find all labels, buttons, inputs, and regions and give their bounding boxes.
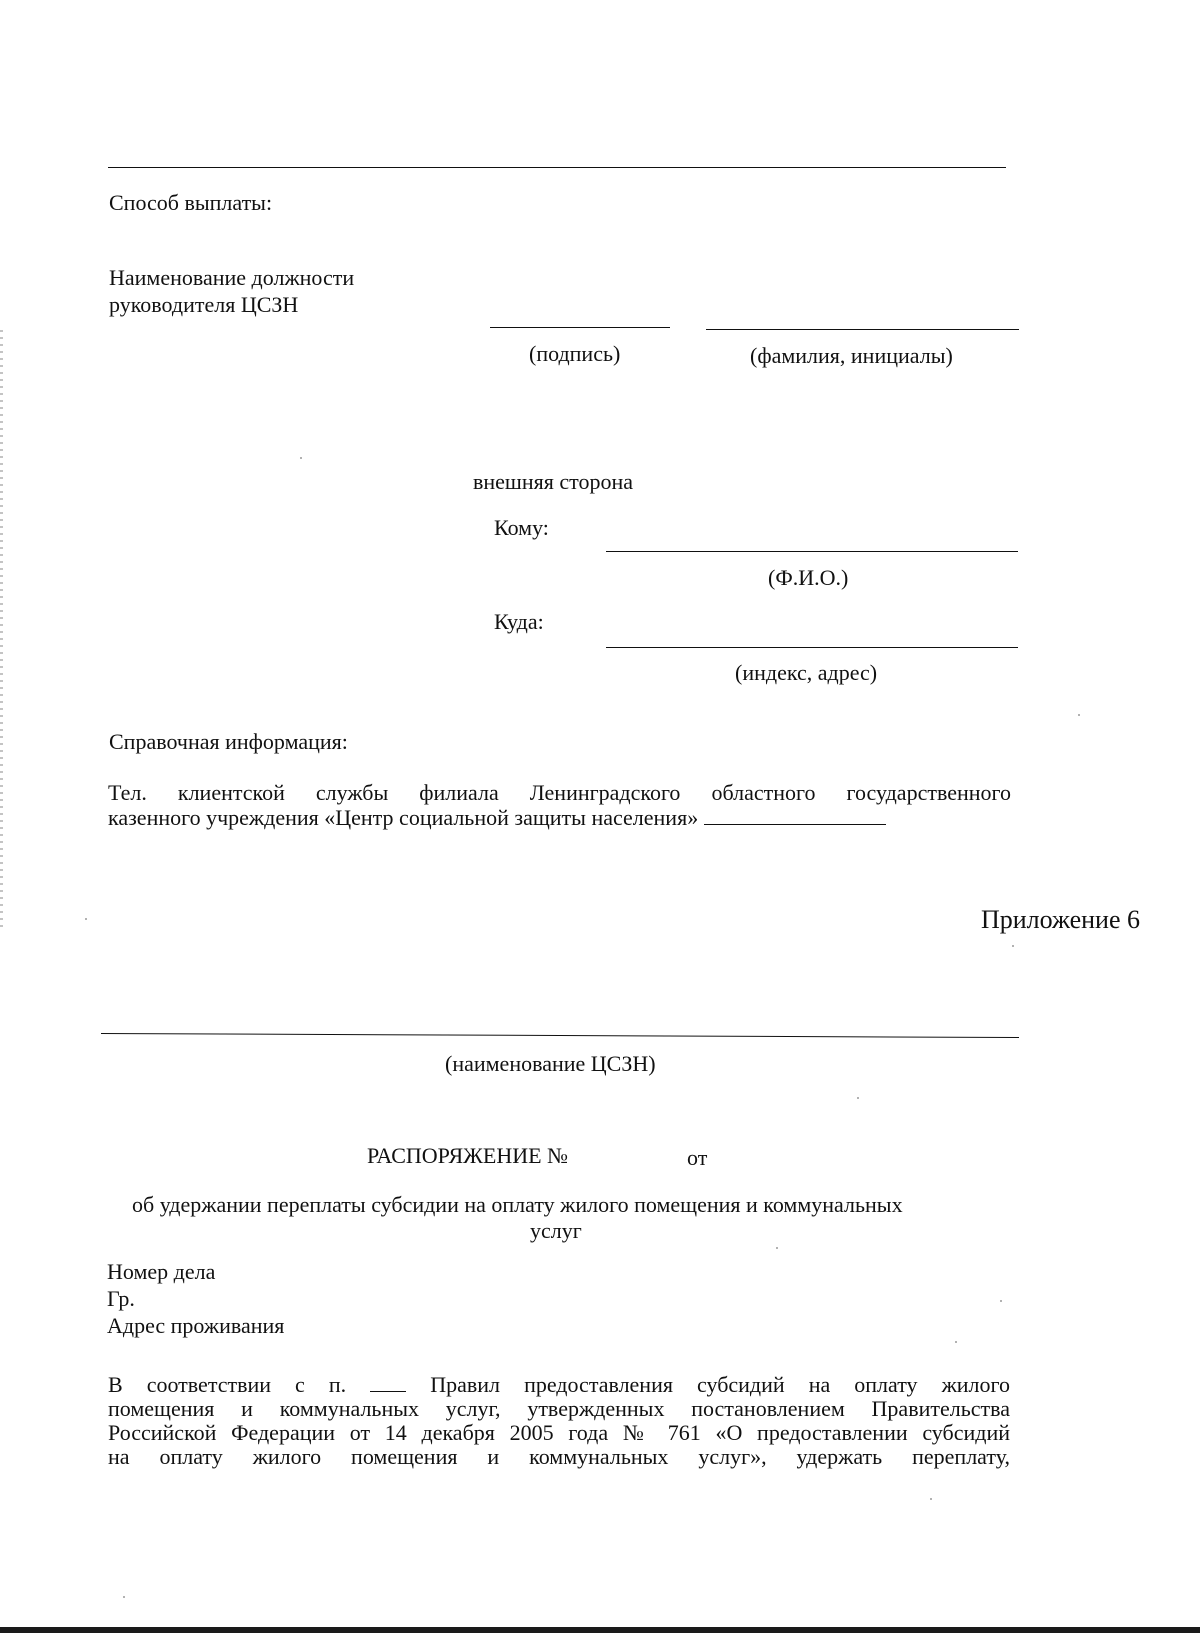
order-body-paragraph	[108, 1373, 1010, 1469]
phone-line2-text: казенного учреждения «Центр социальной защиты населения»	[108, 805, 699, 830]
order-date-label: от	[687, 1145, 708, 1170]
signature-line	[490, 327, 670, 328]
citizen-label: Гр.	[107, 1286, 135, 1311]
fio-caption: (Ф.И.О.)	[768, 565, 849, 590]
org-caption: (наименование ЦСЗН)	[445, 1051, 656, 1076]
org-rule	[101, 1033, 1019, 1038]
clause-blank	[370, 1375, 406, 1392]
order-subject-line2: услуг	[530, 1218, 582, 1243]
scan-speck	[85, 918, 87, 920]
scan-speck	[123, 1596, 125, 1598]
address-caption: (индекс, адрес)	[735, 660, 878, 685]
to-line	[606, 551, 1018, 552]
body-line3: Российской Федерации от 14 декабря 2005 года № 761 «О предоставлении субсидий	[108, 1420, 1010, 1445]
appendix-title: Приложение 6	[980, 905, 1140, 934]
scan-speck	[955, 1341, 957, 1343]
position-title-line1: Наименование должности	[109, 265, 355, 290]
reference-info-label: Справочная информация:	[109, 729, 348, 754]
order-title: РАСПОРЯЖЕНИЕ №	[367, 1143, 569, 1168]
body-line2: помещения и коммунальных услуг, утвержденных постановлением Правительства	[108, 1396, 1010, 1421]
phone-blank	[704, 808, 886, 825]
scan-speck	[776, 1247, 778, 1249]
case-number-label: Номер дела	[107, 1259, 216, 1284]
top-rule	[108, 167, 1006, 168]
scan-speck	[930, 1498, 932, 1500]
where-label: Куда:	[494, 609, 544, 634]
residence-label: Адрес проживания	[107, 1313, 285, 1338]
scan-edge-bottom	[0, 1627, 1200, 1633]
body-line1-start: В соответствии с п.	[108, 1372, 347, 1397]
body-line1	[108, 1373, 1010, 1397]
outer-side-label: внешняя сторона	[473, 469, 634, 494]
body-line1-end: Правил предоставления субсидий на оплату жилого	[430, 1372, 1011, 1397]
signature-caption: (подпись)	[529, 341, 621, 366]
body-line4: на оплату жилого помещения и коммунальных услуг», удержать переплату,	[108, 1444, 1010, 1469]
where-line	[606, 647, 1018, 648]
payment-method-label: Способ выплаты:	[109, 190, 273, 215]
phone-line2	[108, 805, 1011, 830]
scan-edge-left	[0, 330, 3, 930]
name-line	[706, 329, 1019, 330]
scan-speck	[1078, 714, 1080, 716]
position-title-line2: руководителя ЦСЗН	[109, 292, 299, 317]
order-subject-line1: об удержании переплаты субсидии на оплату жилого помещения и коммунальных	[132, 1192, 903, 1217]
name-caption: (фамилия, инициалы)	[750, 343, 953, 368]
scan-speck	[1012, 945, 1014, 947]
scan-speck	[857, 1097, 859, 1099]
scan-speck	[1000, 1300, 1002, 1302]
phone-line1: Тел. клиентской службы филиала Ленинградского областного государственного	[108, 780, 1011, 805]
scan-speck	[300, 457, 302, 459]
phone-paragraph	[108, 780, 1011, 830]
to-label: Кому:	[494, 515, 549, 540]
